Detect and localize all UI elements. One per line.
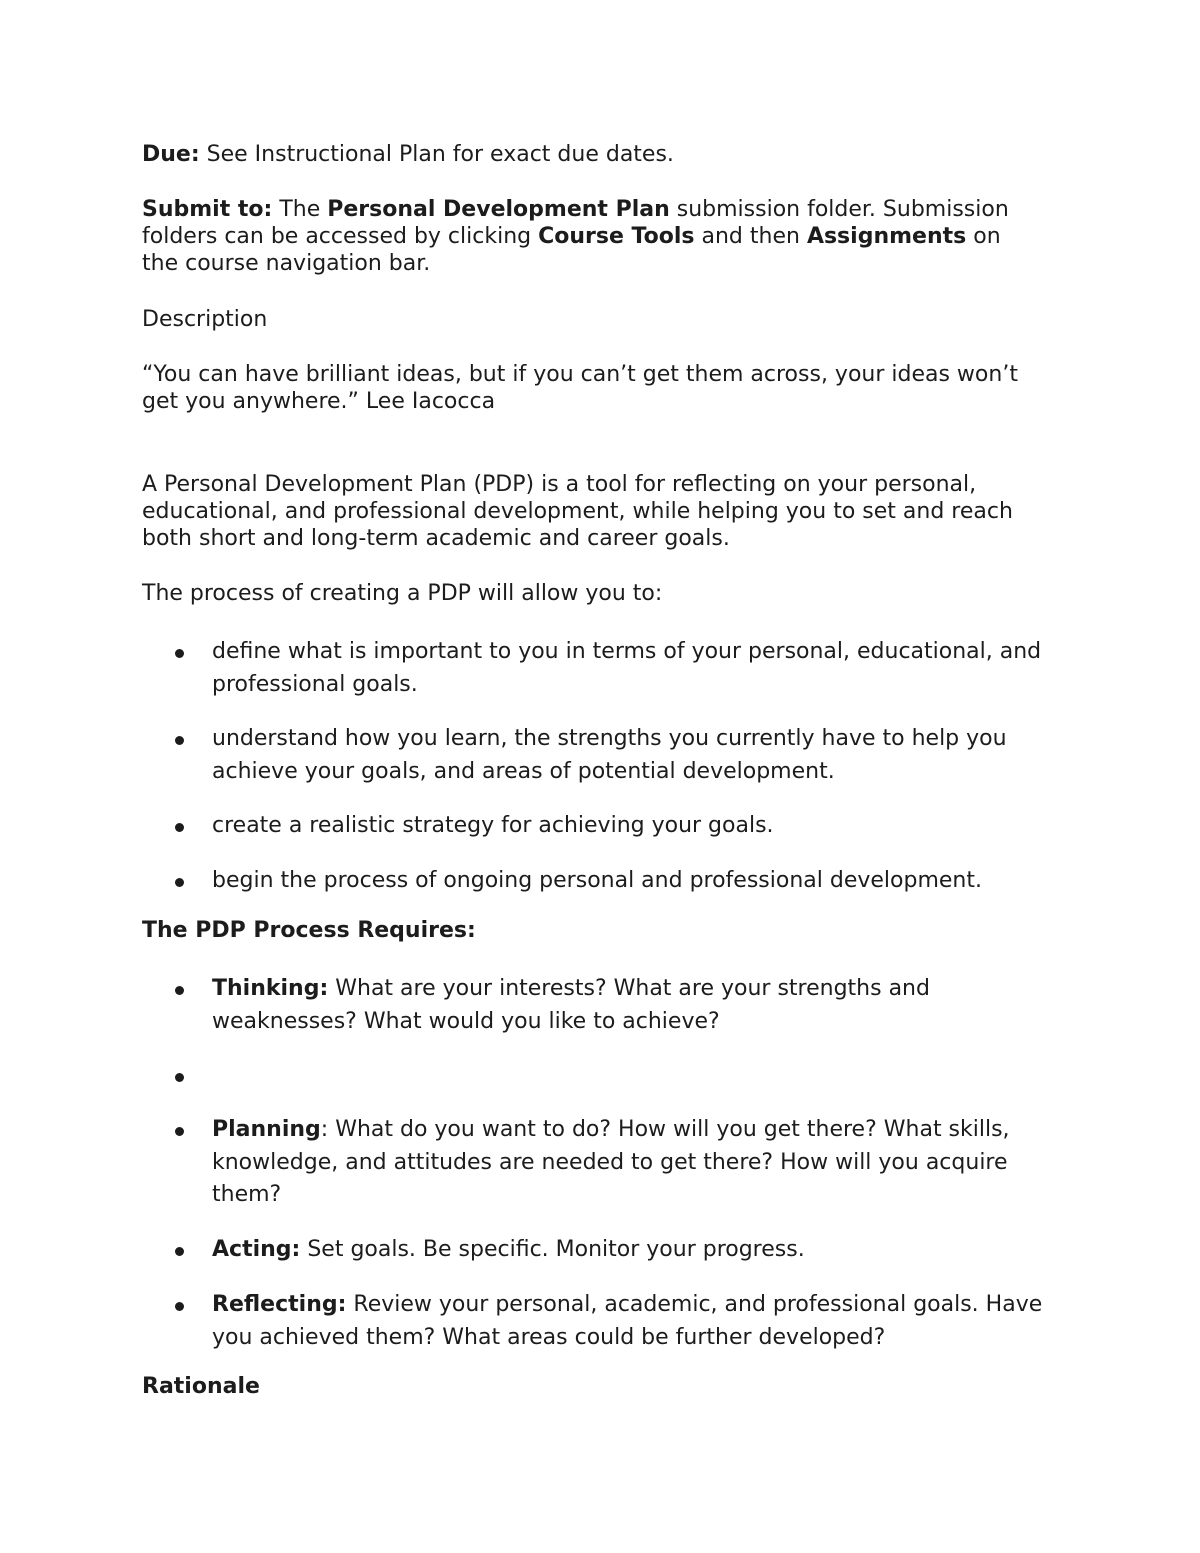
assignments-label: Assignments — [806, 224, 967, 249]
bullet-icon — [175, 823, 184, 832]
bullet-icon — [175, 1127, 184, 1136]
bullet-icon — [175, 1302, 184, 1311]
bullet-icon — [175, 1073, 184, 1082]
intro-paragraph: A Personal Development Plan (PDP) is a tool for reflecting on your personal, educational, and professional development, while helping you to set and reach both short and long-term academic and career goals. — [142, 472, 1013, 551]
submit-paragraph — [142, 196, 1022, 277]
description-heading: Description — [142, 307, 268, 332]
list-item-term: Thinking: — [212, 976, 329, 1001]
list-item-text: Review your personal, academic, and professional goals. Have you achieved them? What areas could be further developed? — [212, 1292, 1043, 1350]
list-item — [142, 1289, 1072, 1376]
list-item-text: Set goals. Be specific. Monitor your progress. — [300, 1237, 805, 1262]
list-item-term: Reflecting: — [212, 1292, 347, 1317]
list-item-text: create a realistic strategy for achieving your goals. — [212, 813, 774, 838]
submit-text-1: The — [272, 197, 328, 222]
list-item — [142, 865, 1072, 920]
submit-folder-name: Personal Development Plan — [327, 197, 670, 222]
bullet-icon — [175, 649, 184, 658]
due-text: See Instructional Plan for exact due dates. — [199, 142, 674, 167]
quote-paragraph: “You can have brilliant ideas, but if you can’t get them across, your ideas won’t get you anywhere.” Lee Iacocca — [142, 362, 1018, 414]
list-item-text: define what is important to you in terms of your personal, educational, and professional goals. — [212, 639, 1042, 697]
list-item-term: Planning — [212, 1117, 321, 1142]
allow-list — [142, 636, 1072, 920]
submit-text-3: and then — [694, 224, 807, 249]
due-label: Due: — [142, 142, 200, 167]
process-intro: The process of creating a PDP will allow you to: — [142, 581, 663, 606]
list-item — [142, 1234, 1072, 1289]
submit-label: Submit to: — [142, 197, 273, 222]
list-item — [142, 1114, 1072, 1234]
list-item — [142, 810, 1072, 865]
list-item — [142, 723, 1072, 810]
course-tools-label: Course Tools — [538, 224, 695, 249]
submit-text-4: on the course navigation bar. — [142, 224, 1001, 276]
list-item — [142, 973, 1072, 1060]
requires-heading — [142, 917, 1062, 944]
rationale-heading — [142, 1373, 1062, 1400]
due-paragraph — [142, 141, 1062, 168]
requires-list — [142, 973, 1072, 1376]
list-item — [142, 1060, 1072, 1114]
list-item-text: begin the process of ongoing personal and professional development. — [212, 868, 982, 893]
bullet-icon — [175, 736, 184, 745]
bullet-icon — [175, 986, 184, 995]
list-item-text: understand how you learn, the strengths you currently have to help you achieve your goals, and areas of potential development. — [212, 726, 1007, 784]
bullet-icon — [175, 878, 184, 887]
bullet-icon — [175, 1247, 184, 1256]
list-item — [142, 636, 1072, 723]
list-item-term: Acting: — [212, 1237, 301, 1262]
list-item-text: : What do you want to do? How will you get there? What skills, knowledge, and attitudes are needed to get there? How will you acquire them? — [212, 1117, 1010, 1207]
submit-text-2: submission folder. Submission folders can be accessed by clicking — [142, 197, 1009, 249]
rationale-heading-text: Rationale — [142, 1374, 260, 1399]
requires-heading-text: The PDP Process Requires: — [142, 918, 476, 943]
list-item-text: What are your interests? What are your strengths and weaknesses? What would you like to achieve? — [212, 976, 930, 1034]
